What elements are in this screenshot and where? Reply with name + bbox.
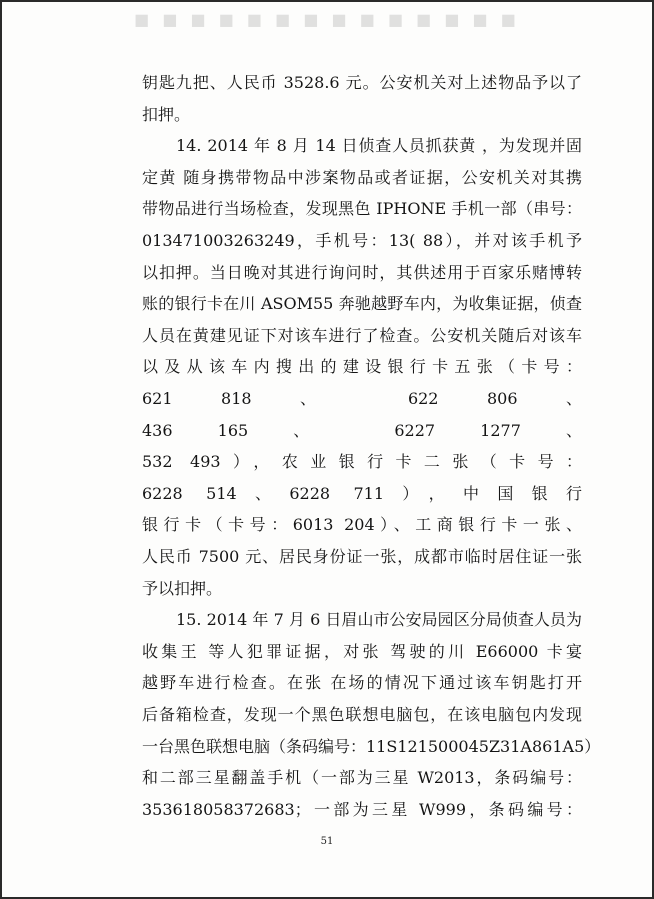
text-line-5: 带物品进行当场检查，发现黑色 IPHONE 手机一部（串号：	[142, 199, 582, 219]
page-number: 51	[320, 836, 334, 847]
text-line-11: 621 818 、 622 806 、	[142, 389, 582, 408]
text-line-12: 436 165 、 6227 1277 、	[142, 420, 582, 440]
text-line-17: 予以扣押。	[142, 578, 223, 598]
text-line-21: 后备箱检查，发现一个黑色联想电脑包，在该电脑包内发现	[142, 705, 582, 724]
text-line-13: 532 493），农业银行卡二张（卡号：	[142, 452, 582, 472]
text-line-14: 6228 514、6228 711），中国银行	[142, 483, 582, 503]
text-line-7: 以扣押。当日晚对其进行询问时，其供述用于百家乐赌博转	[142, 262, 582, 282]
text-line-6: 013471003263249，手机号：13( 88），并对该手机予	[142, 231, 582, 250]
text-line-15: 银行卡（卡号：6013 204）、工商银行卡一张、	[142, 515, 582, 535]
text-line-19: 收集王 等人犯罪证据，对张 驾驶的川 E66000 卡宴	[142, 641, 582, 661]
text-line-18: 15. 2014 年 7 月 6 日眉山市公安局园区分局侦查人员为	[176, 610, 582, 630]
text-line-2: 扣押。	[142, 104, 191, 124]
text-line-3: 14. 2014 年 8 月 14 日侦查人员抓获黄 ，为发现并固	[176, 136, 582, 156]
text-line-20: 越野车进行检查。在张 在场的情况下通过该车钥匙打开	[142, 673, 582, 693]
text-line-16: 人民币 7500 元、居民身份证一张，成都市临时居住证一张	[142, 547, 582, 566]
text-line-22: 一台黑色联想电脑（条码编号：11S121500045Z31A861A5）	[142, 736, 601, 756]
bleed-through-text: ■ ■ ■ ■ ■ ■ ■ ■ ■ ■ ■ ■ ■ ■	[134, 10, 520, 29]
text-line-1: 钥匙九把、人民币 3528.6 元。公安机关对上述物品予以了	[142, 73, 582, 92]
text-line-24: 353618058372683；一部为三星 W999，条码编号：	[142, 799, 582, 819]
text-line-23: 和二部三星翻盖手机（一部为三星 W2013，条码编号：	[142, 768, 582, 788]
text-line-8: 账的银行卡在川 ASOM55 奔驰越野车内，为收集证据，侦查	[142, 294, 582, 314]
text-line-9: 人员在黄建见证下对该车进行了检查。公安机关随后对该车	[142, 325, 582, 345]
text-line-4: 定黄 随身携带物品中涉案物品或者证据，公安机关对其携	[142, 167, 582, 187]
text-line-10: 以及从该车内搜出的建设银行卡五张（卡号：	[142, 357, 582, 377]
